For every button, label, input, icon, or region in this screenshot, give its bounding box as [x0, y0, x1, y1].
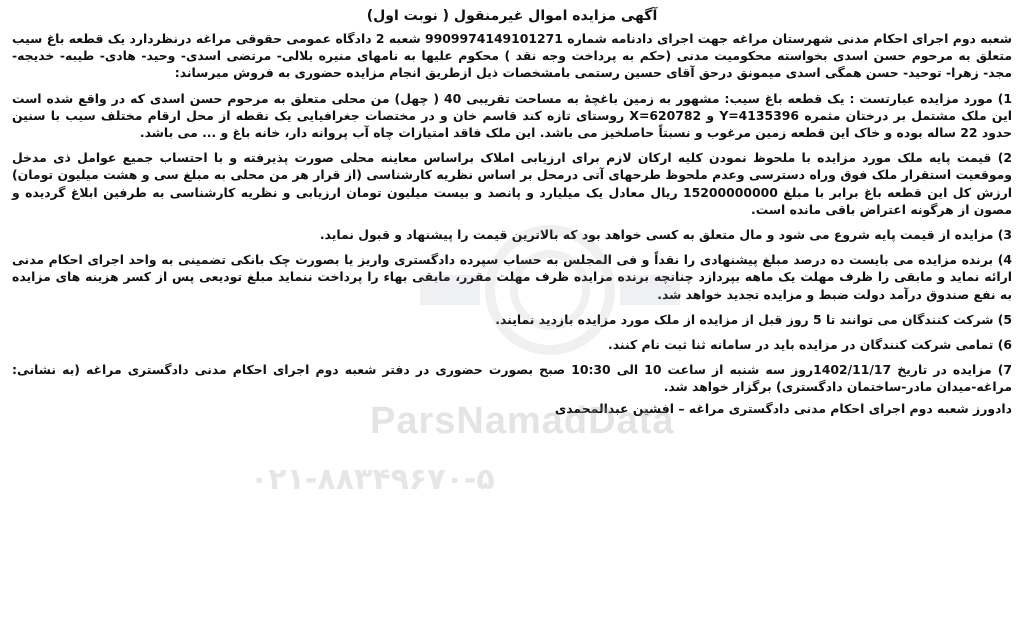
item-2-base-price: 2) قیمت پایه ملک مورد مزایده با ملحوظ نمودن کلیه ارکان لازم برای ارزیابی املاک براساس معاینه محلی صورت پذیرفته و با احتساب جمیع عوامل ذی مدخل وموقعیت استقرار ملک فوق وراه دسترسی وعدم ملحوظ طرحهای آتی درمحل بر اساس نظریه کارشناسی (از قرار هر من محلی به مبلغ سی و هشت میلیون تومان) ارزش کل این قطعه باغ برابر با مبلغ 15200000000 ریال معادل یک میلیارد و پانصد و بیست میلیون تومان ارزیابی و نظریه کارشناسی به طرفین ابلاغ گردیده و مصون از هرگونه اعتراض باقی مانده است.: [12, 150, 1013, 217]
watermark-text: ParsNamadData: [370, 400, 675, 442]
notice-title: آگهی مزایده اموال غیرمنقول ( نوبت اول): [366, 8, 658, 24]
signature-line: دادورز شعبه دوم اجرای احکام مدنی دادگستری مراغه – افشین عبدالمحمدی: [554, 400, 1012, 416]
intro-paragraph: شعبه دوم اجرای احکام مدنی شهرستان مراغه جهت اجرای دادنامه شماره 9909974149101271 شعبه 2 دادگاه عمومی حقوقی مراغه درنظردارد یک قطعه باغ سیب متعلق به مرحوم حسن اسدی بخواسته محکومیت مدنی (حکم به پرداخت وجه نقد ) محکوم علیها به نامهای منیره بلالی- مرتضی اسدی- وحید- هادی- طیبه- خدیجه- مجد- زهرا- توحید- حسن همگی اسدی میمونق درحق آقای حسین رستمی بامشخصات ذیل ازطریق انجام مزایده حضوری به فروش میرساند:: [12, 31, 1012, 81]
item-1-property-description: 1) مورد مزایده عبارتست : یک قطعه باغ سیب: مشهور به زمین باغچهٔ به مساحت تقریبی 40 ( چهل) من محلی متعلق به مرحوم حسن اسدی که در واقع شده است این ملک مشتمل بر درختان مثمره Y=4135396 و X=620782 روستای تازه کند قاسم خان و در مختصات جغرافیایی یک نقطه از محل ارقام مختلف سیب با سنین حدود 22 ساله بوده و خاک این قطعه زمین مرغوب و نسبتاً حاصلخیز می باشد. این ملک فاقد امتیازات چاه آب پروانه دار، خانه باغ و ... می باشد.: [12, 90, 1013, 141]
item-5-site-visit: 5) شرکت کنندگان می توانند تا 5 روز قبل از مزایده از ملک مورد مزایده بازدید نمایند.: [495, 311, 1012, 327]
item-4-payment-terms: 4) برنده مزایده می بایست ده درصد مبلغ پیشنهادی را نقداً و فی المجلس به حساب سپرده دادگستری واریز یا بصورت چک بانکی تضمینی به واحد اجرای احکام مدنی ارائه نماید و مابقی را ظرف مهلت یک ماهه بپردازد چنانچه برنده مزایده ظرف مهلت مقرر، مابقی بهاء را پرداخت ننماید مبلغ تودیعی پس از کسر هزینه های مزایده به نفع صندوق درآمد دولت ضبط و مزایده تجدید خواهد شد.: [12, 252, 1012, 302]
item-7-auction-date: 7) مزایده در تاریخ 1402/11/17روز سه شنبه از ساعت 10 الی 10:30 صبح بصورت حضوری در دفتر شعبه دوم اجرای احکام مدنی دادگستری مراغه (به نشانی: مراغه-میدان مادر-ساختمان دادگستری) برگزار خواهد شد.: [12, 362, 1012, 395]
watermark-phone: ۰۲۱-۸۸۳۴۹۶۷۰-۵: [250, 462, 495, 497]
item-3-bidding-rule: 3) مزایده از قیمت پایه شروع می شود و مال متعلق به کسی خواهد بود که بالاترین قیمت را پیشنهاد و قبول نماید.: [319, 227, 1012, 243]
item-6-registration: 6) تمامی شرکت کنندگان در مزایده باید در سامانه ثنا ثبت نام کنند.: [608, 337, 1012, 353]
